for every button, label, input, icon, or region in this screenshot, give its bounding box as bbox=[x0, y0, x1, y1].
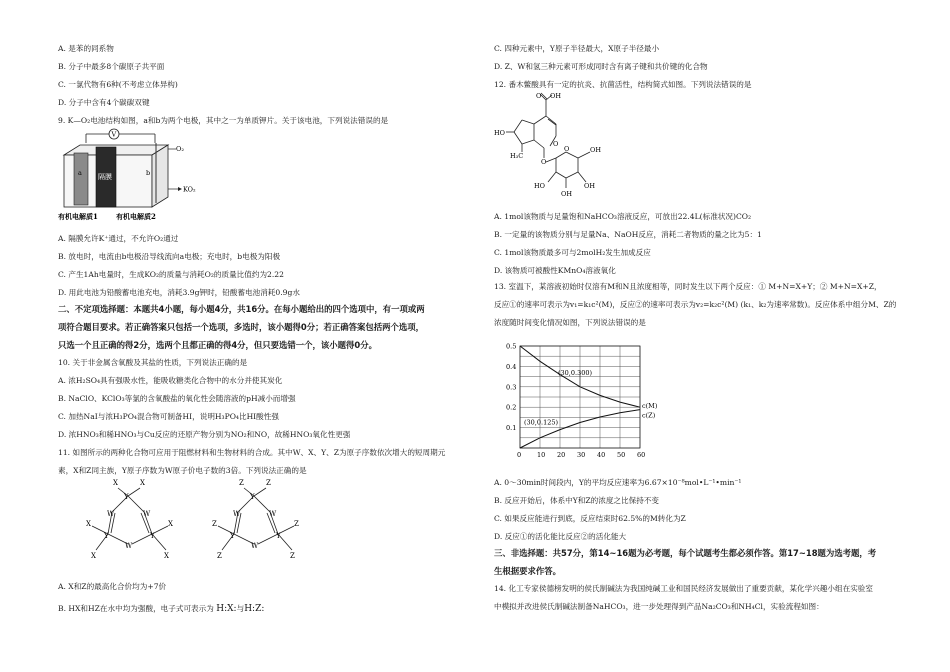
atom-x: X bbox=[140, 479, 145, 487]
x-tick-label: 10 bbox=[537, 451, 546, 459]
x-tick-label: 50 bbox=[617, 451, 626, 459]
o2-label: O₂ bbox=[176, 145, 184, 153]
atom-y: Y bbox=[230, 532, 235, 540]
x-tick-label: 20 bbox=[557, 451, 566, 459]
series-label: c(M) bbox=[642, 402, 658, 411]
y-tick-label: 0.5 bbox=[506, 342, 517, 351]
q9-option-a: A. 隔膜允许K⁺通过，不允许O₂通过 bbox=[58, 234, 179, 243]
q12-stem: 12. 番木鳖酸具有一定的抗炎、抗菌活性，结构简式如图。下列说法错误的是 bbox=[494, 80, 752, 89]
q13-stem-line-1: 13. 室温下，某溶液初始时仅溶有M和N且浓度相等，同时发生以下两个反应：① M+N=X+Y；② M+N=X+Z， bbox=[494, 282, 882, 291]
q11-option-c: C. 四种元素中，Y原子半径最大，X原子半径最小 bbox=[494, 44, 660, 53]
glycosidic-o: O bbox=[541, 158, 547, 166]
atom-x: X bbox=[113, 479, 118, 487]
atom-z: Z bbox=[239, 479, 244, 487]
atom-x: X bbox=[164, 552, 169, 560]
q10-option-a: A. 浓H₂SO₄具有强吸水性，能吸收糖类化合物中的水分并使其炭化 bbox=[58, 376, 283, 385]
atom-y: Y bbox=[276, 532, 281, 540]
q8-option-a: A. 是苯的同系物 bbox=[58, 44, 114, 53]
series-label: c(Z) bbox=[642, 411, 656, 420]
q11-option-b-text: B. HX和HZ在水中均为强酸，电子式可表示为 bbox=[58, 604, 214, 613]
atom-y: Y bbox=[250, 493, 255, 501]
atom-y: Y bbox=[150, 532, 155, 540]
atom-z: Z bbox=[217, 552, 222, 560]
atom-w: W bbox=[143, 510, 151, 518]
q12-option-c: C. 1mol该物质最多可与2molH₂发生加成反应 bbox=[494, 248, 651, 257]
q14-line-2: 中模拟并改进侯氏制碱法制备NaHCO₃，进一步处理得到产品Na₂CO₃和NH₄Cl，实验流程如图： bbox=[494, 602, 824, 611]
atom-y: Y bbox=[104, 532, 109, 540]
ko2-label: KO₂ bbox=[183, 185, 196, 194]
electrolyte-2-caption: 有机电解质2 bbox=[116, 212, 156, 221]
atom-w: W bbox=[233, 510, 241, 518]
atom-z: Z bbox=[294, 520, 299, 528]
q10-option-b: B. NaClO、KClO₃等氯的含氧酸盐的氧化性会随溶液的pH减小而增强 bbox=[58, 394, 296, 403]
q9-option-c: C. 产生1Ah电量时，生成KO₂的质量与消耗O₂的质量比值约为2.22 bbox=[58, 270, 284, 279]
section-2-line-3: 只选一个且正确的得2分，选两个且都正确的得4分，但只要选错一个，该小题得0分。 bbox=[58, 340, 377, 350]
q11-stem-line-2: 素，X和Z同主族，Y原子序数为W原子价电子数的3倍。下列说法正确的是 bbox=[58, 466, 307, 475]
q8-option-c: C. 一氯代物有6种(不考虑立体异构) bbox=[58, 80, 178, 89]
y-tick-label: 0.2 bbox=[506, 403, 517, 412]
glucose-oh: OH bbox=[590, 146, 601, 154]
q10-stem: 10. 关于非金属含氧酸及其盐的性质，下列说法正确的是 bbox=[58, 358, 248, 367]
x-tick-label: 0 bbox=[517, 451, 522, 459]
q8-option-b: B. 分子中最多8个碳原子共平面 bbox=[58, 62, 165, 71]
glucose-oh: OH bbox=[584, 182, 595, 190]
annotation-label: (30,0.125) bbox=[524, 418, 559, 427]
q10-option-d: D. 浓HNO₃和稀HNO₃与Cu反应的还原产物分别为NO₂和NO，故稀HNO₃氧化性更强 bbox=[58, 430, 351, 439]
q13-option-c: C. 如果反应能进行到底，反应结束时62.5%的M转化为Z bbox=[494, 514, 686, 523]
atom-x: X bbox=[91, 552, 96, 560]
section-2-line-1: 二、不定项选择题：本题共4小题，每小题4分，共16分。在每小题给出的四个选项中，有一项或两 bbox=[58, 304, 425, 314]
q12-option-a: A. 1mol该物质与足量饱和NaHCO₃溶液反应，可放出22.4L(标准状况)CO₂ bbox=[494, 212, 752, 221]
q11-option-b bbox=[58, 604, 264, 615]
carboxyl-oh: OH bbox=[550, 92, 561, 100]
electrode-b-label: b bbox=[146, 169, 151, 177]
atom-z: Z bbox=[212, 520, 217, 528]
q9-option-b: B. 放电时，电流由b电极沿导线流向a电极；充电时，b电极为阳极 bbox=[58, 252, 281, 261]
q11-structure-1 bbox=[82, 478, 182, 572]
y-tick-label: 0.4 bbox=[506, 362, 517, 371]
q11-option-d: D. Z、W和氢三种元素可形成同时含有离子键和共价键的化合物 bbox=[494, 62, 708, 71]
atom-w: W bbox=[107, 510, 115, 518]
section-3-line-2: 生根据要求作答。 bbox=[494, 566, 561, 576]
q14-line-1: 14. 化工专家侯德榜发明的侯氏制碱法为我国纯碱工业和国民经济发展做出了重要贡献，某化学兴趣小组在实验室 bbox=[494, 584, 873, 593]
q11-option-b-connector: 与 bbox=[236, 604, 245, 613]
membrane-label: 隔膜 bbox=[98, 173, 112, 181]
x-tick-label: 40 bbox=[597, 451, 606, 459]
q9-stem: 9. K—O₂电池结构如图，a和b为两个电极，其中之一为单质钾片。关于该电池，下列说法错误的是 bbox=[58, 116, 389, 125]
atom-w: W bbox=[125, 542, 133, 550]
q13-option-a: A. 0～30min时间段内，Y的平均反应速率为6.67×10⁻⁸mol•L⁻¹•min⁻¹ bbox=[494, 478, 742, 487]
q13-stem-line-2: 反应①的速率可表示为v₁=k₁c²(M)，反应②的速率可表示为v₂=k₂c²(M) (k₁、k₂为速率常数)。反应体系中组分M、Z的 bbox=[494, 300, 897, 309]
atom-w: W bbox=[269, 510, 277, 518]
methyl: H₃C bbox=[510, 152, 524, 160]
q13-stem-line-3: 浓度随时间变化情况如图，下列说法错误的是 bbox=[494, 318, 646, 327]
electrolyte-1-caption: 有机电解质1 bbox=[58, 212, 98, 221]
atom-w: W bbox=[251, 542, 259, 550]
section-2-line-2: 项符合题目要求。若正确答案只包括一个选项，多选时，该小题得0分；若正确答案包括两个选项， bbox=[58, 322, 424, 332]
q10-option-c: C. 加热NaI与浓H₃PO₄混合物可制备HI，说明H₃PO₄比HI酸性强 bbox=[58, 412, 279, 421]
glucose-o: O bbox=[564, 145, 570, 153]
q11-option-a: A. X和Z的最高化合价均为+7价 bbox=[58, 582, 167, 591]
atom-y: Y bbox=[124, 493, 129, 501]
electron-formula-hx: H:X: bbox=[216, 604, 237, 614]
annotation-label: (30,0.300) bbox=[558, 368, 593, 377]
carbonyl-o: O bbox=[536, 92, 542, 100]
q12-option-b: B. 一定量的该物质分别与足量Na、NaOH反应，消耗二者物质的量之比为5：1 bbox=[494, 230, 762, 239]
q8-option-d: D. 分子中含有4个碳碳双键 bbox=[58, 98, 150, 107]
section-3-line-1: 三、非选择题：共57分，第14~16题为必考题，每个试题考生都必须作答。第17~18题为选考题，考 bbox=[494, 548, 877, 558]
y-tick-label: 0.1 bbox=[506, 424, 517, 433]
glucose-ho: HO bbox=[534, 182, 545, 190]
x-tick-label: 60 bbox=[637, 451, 646, 459]
electron-formula-hz: H:Z: bbox=[244, 604, 265, 614]
atom-x: X bbox=[86, 520, 91, 528]
atom-z: Z bbox=[266, 479, 271, 487]
atom-z: Z bbox=[290, 552, 295, 560]
y-tick-label: 0.3 bbox=[506, 383, 517, 392]
ring-ho: HO bbox=[494, 129, 505, 137]
q9-option-d: D. 用此电池为铅酸蓄电池充电，消耗3.9g钾时，铅酸蓄电池消耗0.9g水 bbox=[58, 288, 300, 297]
q11-stem-line-1: 11. 如图所示的两种化合物可应用于阻燃材料和生物材料的合成。其中W、X、Y、Z为原子序数依次增大的短周期元 bbox=[58, 448, 446, 457]
q13-option-b: B. 反应开始后，体系中Y和Z的浓度之比保持不变 bbox=[494, 496, 659, 505]
x-tick-label: 30 bbox=[577, 451, 586, 459]
battery-diagram bbox=[58, 127, 198, 223]
voltmeter-label: V bbox=[111, 130, 117, 139]
electrode-a-label: a bbox=[78, 169, 82, 177]
atom-x: X bbox=[168, 520, 173, 528]
q11-structure-2 bbox=[208, 478, 308, 572]
glucose-oh: OH bbox=[561, 190, 572, 198]
q13-option-d: D. 反应①的活化能比反应②的活化能大 bbox=[494, 532, 627, 541]
q12-option-d: D. 该物质可被酸性KMnO₄溶液氧化 bbox=[494, 266, 616, 275]
ring-o: O bbox=[553, 140, 559, 148]
q13-concentration-chart bbox=[498, 340, 698, 468]
q12-structure bbox=[494, 92, 634, 204]
